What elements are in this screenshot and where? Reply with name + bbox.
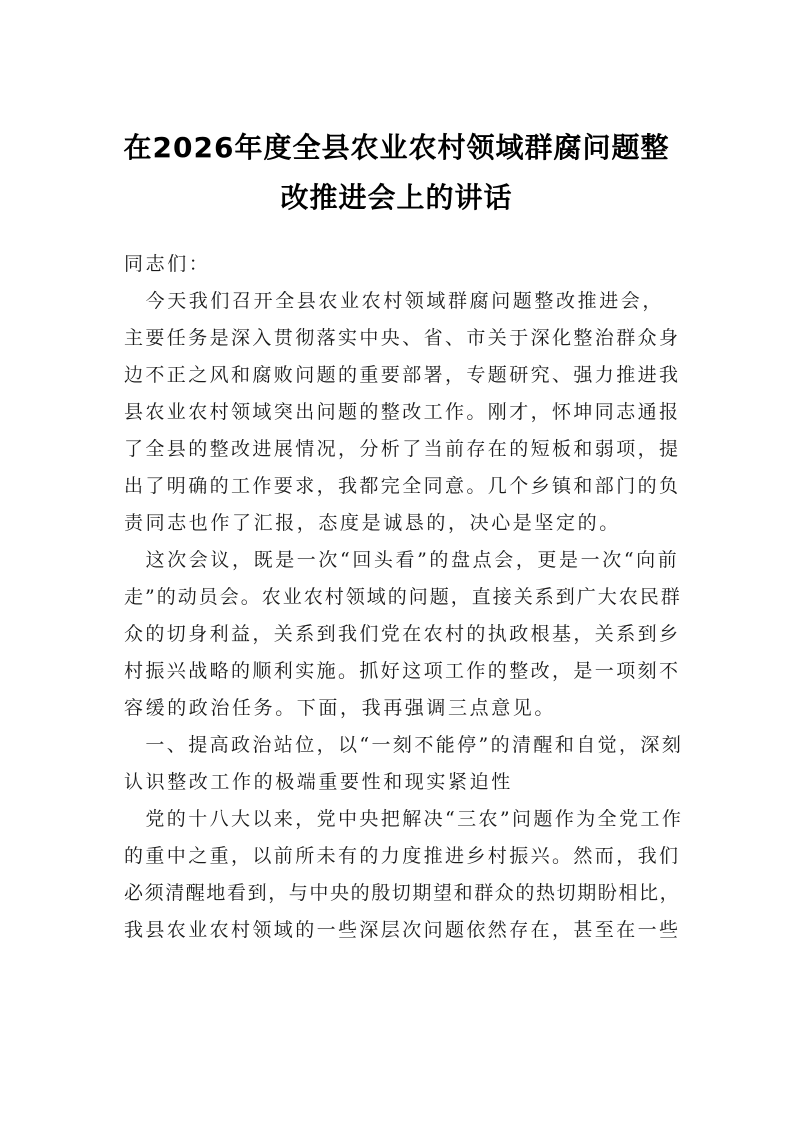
section-heading-line: 认识整改工作的极端重要性和现实紧迫性 <box>124 771 513 793</box>
paragraph-line: 走”的动员会。农业农村领域的问题，直接关系到广大农民群 <box>124 586 682 608</box>
paragraph-line: 边不正之风和腐败问题的重要部署，专题研究、强力推进我 <box>124 364 681 386</box>
paragraph-line: 容缓的政治任务。下面，我再强调三点意见。 <box>124 697 557 719</box>
document-title-line-1: 在2026年度全县农业农村领域群腐问题整 <box>123 131 670 164</box>
paragraph-line: 的重中之重，以前所未有的力度推进乡村振兴。然而，我们 <box>124 845 681 867</box>
paragraph-line: 责同志也作了汇报，态度是诚恳的，决心是坚定的。 <box>124 512 621 534</box>
paragraph-line: 主要任务是深入贯彻落实中央、省、市关于深化整治群众身 <box>124 327 681 349</box>
paragraph-line: 必须清醒地看到，与中央的殷切期望和群众的热切期盼相比， <box>124 882 681 904</box>
paragraph-line: 我县农业农村领域的一些深层次问题依然存在，甚至在一些 <box>124 919 681 941</box>
paragraph-line: 这次会议，既是一次“回头看”的盘点会，更是一次“向前 <box>124 549 680 571</box>
paragraph-line: 出了明确的工作要求，我都完全同意。几个乡镇和部门的负 <box>124 475 681 497</box>
salutation: 同志们： <box>124 253 211 275</box>
paragraph-line: 县农业农村领域突出问题的整改工作。刚才，怀坤同志通报 <box>124 401 681 423</box>
paragraph-line: 众的切身利益，关系到我们党在农村的执政根基，关系到乡 <box>124 623 681 645</box>
document-body <box>124 246 684 949</box>
document-title-line-2: 改推进会上的讲话 <box>280 181 513 214</box>
paragraph-line: 今天我们召开全县农业农村领域群腐问题整改推进会， <box>124 290 665 312</box>
paragraph-line: 党的十八大以来，党中央把解决“三农”问题作为全党工作 <box>124 808 684 830</box>
paragraph-line: 了全县的整改进展情况，分析了当前存在的短板和弱项，提 <box>124 438 681 460</box>
paragraph-line: 村振兴战略的顺利实施。抓好这项工作的整改，是一项刻不 <box>124 660 681 682</box>
section-heading-line: 一、提高政治站位，以“一刻不能停”的清醒和自觉，深刻 <box>124 734 684 756</box>
